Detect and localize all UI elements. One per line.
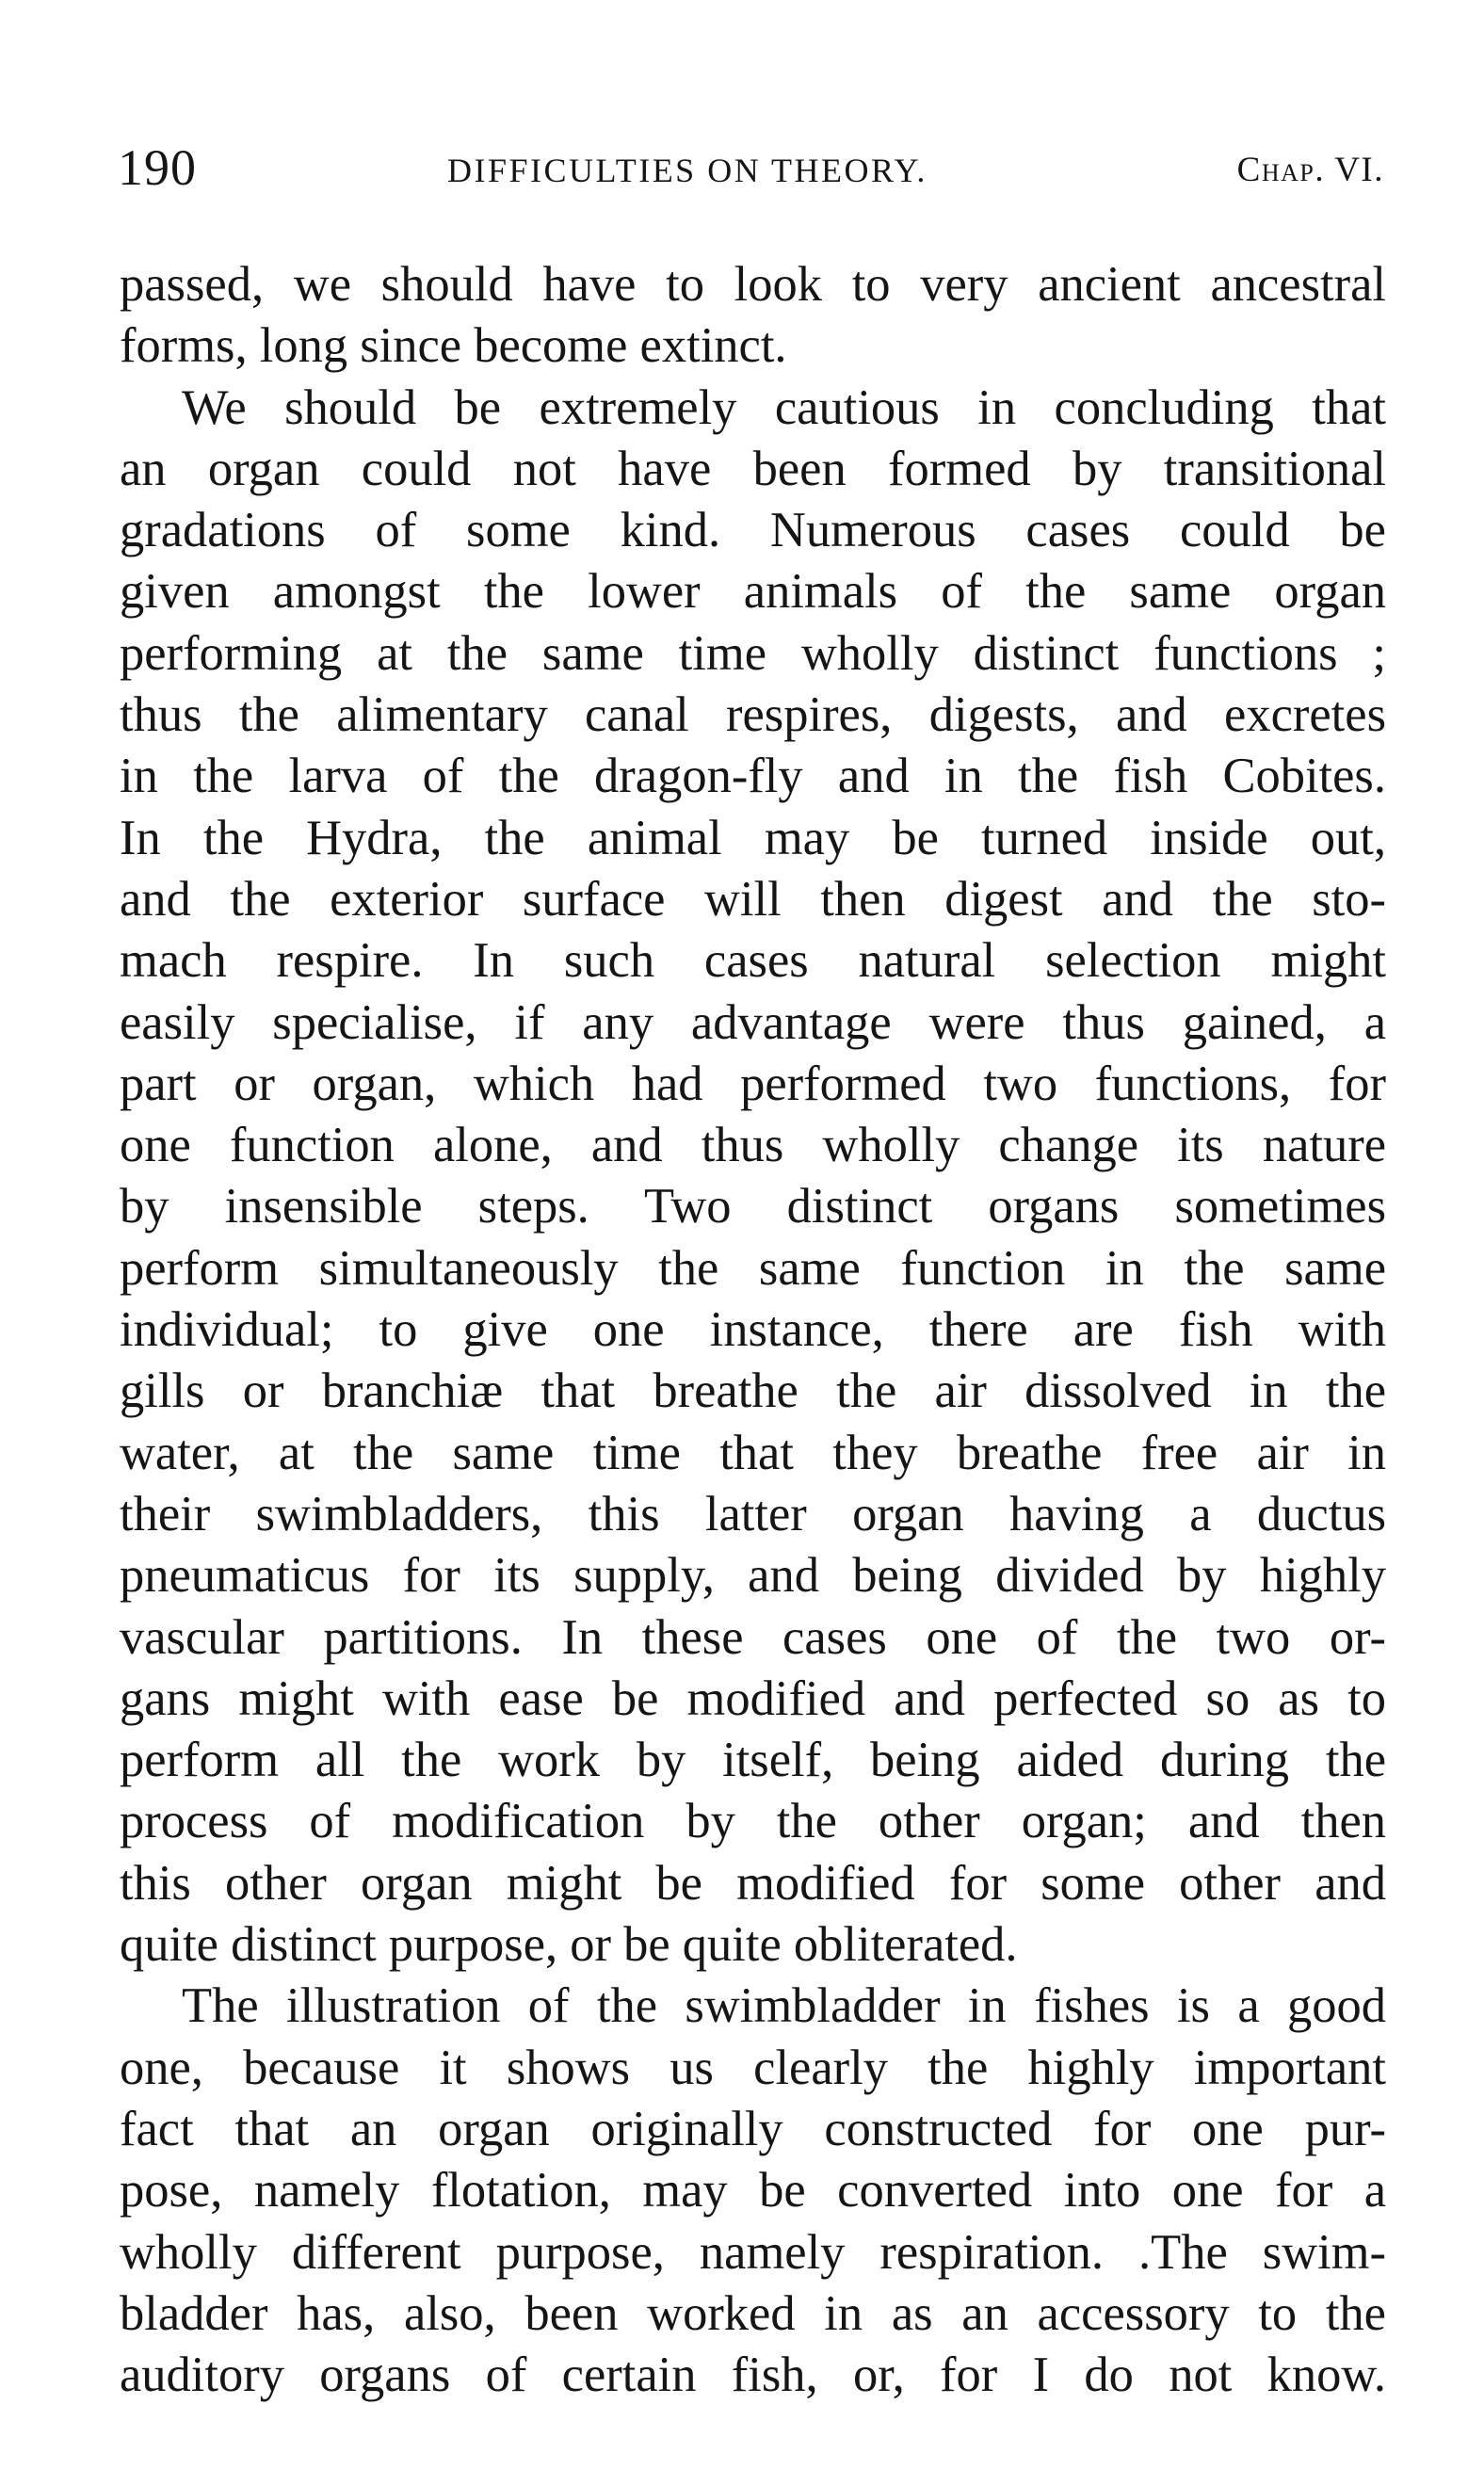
text-line: and the exterior surface will then digest and the sto- xyxy=(120,871,1386,927)
text-line: forms, long since become extinct. xyxy=(120,318,787,374)
text-line: their swimbladders, this latter organ having a ductus xyxy=(120,1486,1386,1541)
running-title: DIFFICULTIES ON THEORY. xyxy=(447,152,928,189)
text-line: individual; to give one instance, there are fish with xyxy=(120,1302,1386,1358)
chapter-mark: Chap. VI. xyxy=(1236,151,1384,189)
text-line: this other organ might be modified for some other and xyxy=(120,1855,1386,1911)
text-line: gills or branchiæ that breathe the air dissolved in the xyxy=(120,1364,1386,1419)
text-line: performing at the same time wholly distinct functions ; xyxy=(120,625,1386,681)
text-line: mach respire. In such cases natural selection might xyxy=(120,933,1386,989)
text-line: part or organ, which had performed two functions, for xyxy=(120,1056,1386,1111)
text-line: We should be extremely cautious in concluding that xyxy=(182,379,1386,435)
text-line: The illustration of the swimbladder in fishes is a good xyxy=(182,1978,1386,2034)
text-line: gans might with ease be modified and perfected so as to xyxy=(120,1670,1386,1726)
text-line: perform simultaneously the same function in the same xyxy=(120,1240,1386,1296)
text-line: process of modification by the other organ; and then xyxy=(120,1794,1386,1849)
text-line: quite distinct purpose, or be quite obliterated. xyxy=(120,1917,1018,1973)
running-head xyxy=(118,139,1384,196)
page-number: 190 xyxy=(118,139,197,196)
paragraph-1 xyxy=(120,254,1386,378)
text-line: wholly different purpose, namely respiration. .The swim- xyxy=(120,2224,1386,2280)
body-text xyxy=(120,254,1386,2406)
text-line: given amongst the lower animals of the same organ xyxy=(120,564,1386,620)
paragraph-3 xyxy=(120,1976,1386,2406)
text-line: pneumaticus for its supply, and being divided by highly xyxy=(120,1548,1386,1604)
text-line: an organ could not have been formed by transitional xyxy=(120,441,1386,496)
text-line: thus the alimentary canal respires, digests, and excretes xyxy=(120,687,1386,743)
paragraph-2 xyxy=(120,378,1386,1977)
text-line: easily specialise, if any advantage were thus gained, a xyxy=(120,994,1386,1050)
text-line: pose, namely flotation, may be converted into one for a xyxy=(120,2163,1386,2219)
text-line: In the Hydra, the animal may be turned inside out, xyxy=(120,810,1386,865)
text-line: one, because it shows us clearly the highly important xyxy=(120,2040,1386,2095)
text-line: vascular partitions. In these cases one of the two or- xyxy=(120,1609,1386,1665)
text-line: gradations of some kind. Numerous cases could be xyxy=(120,503,1386,558)
text-line: passed, we should have to look to very ancient ancestral xyxy=(120,257,1386,312)
text-line: bladder has, also, been worked in as an accessory to the xyxy=(120,2285,1386,2341)
text-line: by insensible steps. Two distinct organs sometimes xyxy=(120,1179,1386,1234)
text-line: auditory organs of certain fish, or, for I do not know. xyxy=(120,2348,1386,2403)
text-line: water, at the same time that they breathe free air in xyxy=(120,1425,1386,1480)
text-line: perform all the work by itself, being aided during the xyxy=(120,1733,1386,1788)
text-line: one function alone, and thus wholly change its nature xyxy=(120,1118,1386,1173)
text-line: in the larva of the dragon-fly and in the fish Cobites. xyxy=(120,749,1386,804)
text-line: fact that an organ originally constructed for one pur- xyxy=(120,2101,1386,2156)
